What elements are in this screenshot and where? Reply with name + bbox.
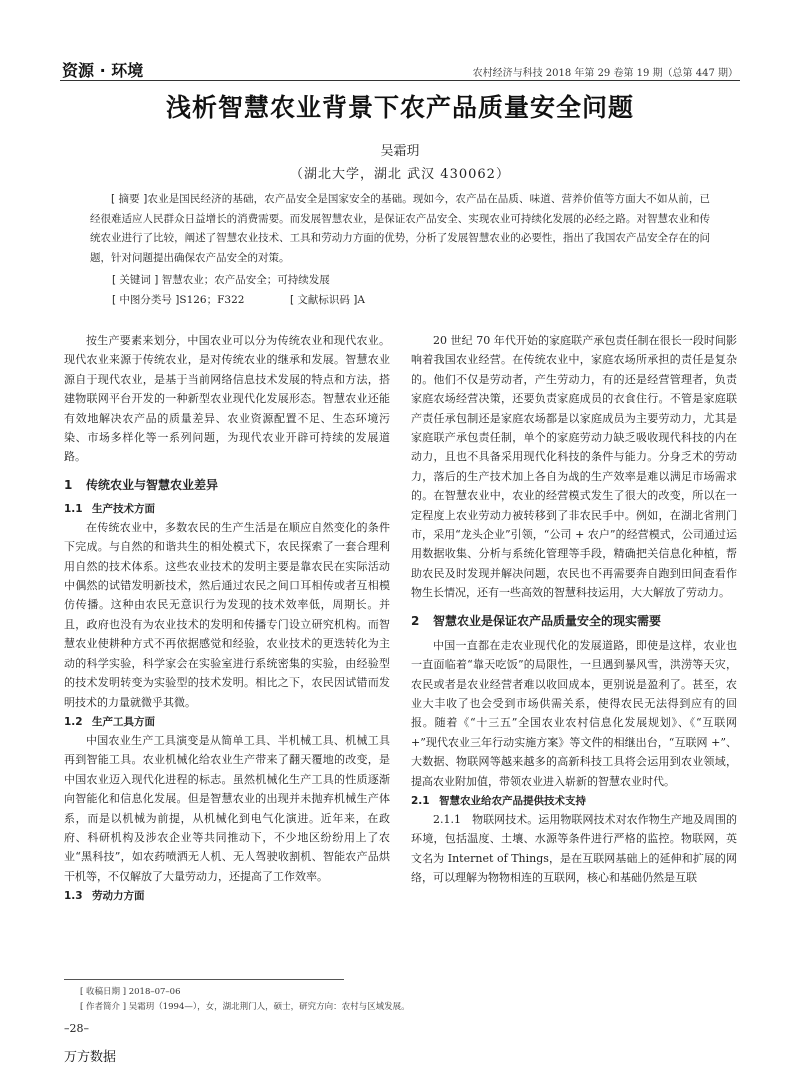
classification-label: [ 中图分类号 ] xyxy=(112,294,180,306)
subsection-title: 生产工具方面 xyxy=(92,715,155,728)
classification xyxy=(112,292,244,307)
subsection-heading-1-3 xyxy=(64,887,390,905)
section-number: 2 xyxy=(411,613,420,628)
header-divider xyxy=(60,80,740,81)
abstract-text: 农业是国民经济的基础，农产品安全是国家安全的基础。现如今，农产品在品质、味道、营养价值等方面大不如从前，已经很难适应人民群众日益增长的消费需要。而发展智慧农业，是保证农产品安全、实现农业可持续化发展的必经之路。对智慧农业和传统农业进行了比较，阐述了智慧农业技术、工具和劳动力方面的优势，分析了发展智慧农业的必要性，指出了我国农产品安全存在的问题，针对问题提出确保农产品安全的对策。 xyxy=(90,193,711,264)
section-heading-2 xyxy=(411,611,737,631)
subsection-heading-2-1 xyxy=(411,792,737,810)
body-paragraph: 20 世纪 70 年代开始的家庭联产承包责任制在很长一段时间影响着我国农业经营。在传统农业中，家庭农场所承担的责任是复杂的。他们不仅是劳动者，产生劳动力，有的还是经营管理者，负责家庭农场经营决策，还要负责家庭成员的衣食住行。不管是家庭联产责任承包制还是家庭农场都是以家庭成员为主要劳动力，尤其是家庭联产承包责任制，单个的家庭劳动力缺乏吸收现代科技的内在动力，且也不具备采用现代化科技的条件与能力。分身乏术的劳动力，落后的生产技术加上各自为战的生产效率是难以满足市场需求的。在智慧农业中，农业的经营模式发生了很大的改变，所以在一定程度上农业劳动力被转移到了非农民手中。例如，在湖北省荆门市，采用“龙头企业”引领，“公司 + 农户”的经营模式，公司通过运用数据收集、分析与系统化管理等手段，精确把关信息化种植，帮助农民及时发现并解决问题，农民也不再需要奔自跑到田间查看作物生长情况，还有一些高效的智慧科技运用，大大解放了劳动力。 xyxy=(411,334,737,600)
subsection-number: 2.1 xyxy=(411,794,430,807)
body-paragraph: 中国一直都在走农业现代化的发展道路，即使是这样，农业也一直面临着“靠天吃饭”的局限性，一旦遇到暴风雪，洪涝等天灾，农民或者是农业经营者难以收回成本，更别说是盈利了。甚至，农业大丰收了也会受到市场供需关系，使得农民无法得到应有的回报。随着《“十三五”全国农业农村信息化发展规划》、《“互联网 +”现代农业三年行动实施方案》等文件的相继出台，“互联网 +”、大数据、物联网等越来越多的高新科技工具将会运用到农业领域，提高农业附加值，带领农业进入崭新的智慧农业时代。 xyxy=(411,638,737,788)
journal-issue-info: 农村经济与科技 2018 年第 29 卷第 19 期（总第 447 期） xyxy=(472,68,738,79)
intro-paragraph: 按生产要素来划分，中国农业可以分为传统农业和现代农业。现代农业来源于传统农业，是对传统农业的继承和发展。智慧农业源自于现代农业，是基于当前网络信息技术发展的特点和方法，搭建物联网平台开发的一种新型农业现代化发展形态。智慧农业还能有效地解决农产品的质量差异、农业资源配置不足、生态环境污染、市场多样化等一系列问题，为现代农业开辟可持续的发展道路。 xyxy=(64,334,390,464)
footnote-author-bio: [ 作者简介 ] 吴霜玥（1994—），女，湖北荆门人，硕士，研究方向：农村与区域发展。 xyxy=(80,1002,410,1012)
document-code xyxy=(290,292,365,307)
keywords-text: 智慧农业；农产品安全；可持续发展 xyxy=(161,274,330,286)
subsection-number: 1.1 xyxy=(64,502,83,515)
classification-code: S126；F322 xyxy=(179,294,245,306)
watermark-text: 万方数据 xyxy=(64,1050,117,1065)
article-author: 吴霜玥 xyxy=(380,144,420,159)
subsection-number: 1.3 xyxy=(64,890,83,903)
footnote-received-date: [ 收稿日期 ] 2018–07–06 xyxy=(80,987,181,997)
subsection-number: 1.2 xyxy=(64,715,83,728)
section-title: 智慧农业是保证农产品质量安全的现实需要 xyxy=(433,613,662,628)
body-paragraph: 在传统农业中，多数农民的生产生活是在顺应自然变化的条件下完成。与自然的和谐共生的相处模式下，农民探索了一套合理利用自然的技术体系。这些农业技术的发明主要是靠农民在实际活动中偶然的试错发明新技术，然后通过农民之间口耳相传或者互相模仿传播。这种由农民无意识行为发现的技术效率低，周期长。并且，政府也没有为农业技术的发明和传播专门设立研究机构。而智慧农业使耕种方式不再依据感觉和经验，农业技术的更迭转化为主动的科学实验，科学家会在实验室进行系统密集的实验，由经验型的技术发明转变为实验型的技术发明。相比之下，农民因试错而发明技术的力量就微乎其微。 xyxy=(64,520,390,709)
page-number: –28– xyxy=(64,1022,89,1035)
body-paragraph: 2.1.1 物联网技术。运用物联网技术对农作物生产地及周围的环境，包括温度、土壤、水源等条件进行严格的监控。物联网，英文名为 Internet of Things，是在互联网基础上的延伸和扩展的网络，可以理解为物物相连的互联网，核心和基础仍然是互联 xyxy=(411,812,737,885)
section-title: 传统农业与智慧农业差异 xyxy=(86,477,219,492)
article-title: 浅析智慧农业背景下农产品质量安全问题 xyxy=(165,93,634,122)
subsection-title: 生产技术方面 xyxy=(92,502,155,515)
subsection-heading-1-2 xyxy=(64,713,390,731)
subsection-title: 劳动力方面 xyxy=(92,890,145,903)
keywords xyxy=(112,272,330,287)
subsection-title: 智慧农业给农产品提供技术支持 xyxy=(439,794,586,807)
footnote-divider xyxy=(64,979,344,980)
author-affiliation: （湖北大学，湖北 武汉 430062） xyxy=(290,167,510,182)
keywords-label: [ 关键词 ] xyxy=(112,274,159,286)
document-code-value: A xyxy=(357,294,365,306)
left-column xyxy=(64,331,390,905)
abstract-label: [ 摘要 ] xyxy=(111,193,148,205)
subsection-heading-1-1 xyxy=(64,500,390,518)
document-code-label: [ 文献标识码 ] xyxy=(290,294,358,306)
right-column xyxy=(411,331,737,888)
journal-section-label: 资源 · 环境 xyxy=(62,61,144,80)
section-heading-1 xyxy=(64,475,390,495)
section-number: 1 xyxy=(64,477,73,492)
abstract xyxy=(90,190,710,268)
body-paragraph: 中国农业生产工具演变是从简单工具、半机械工具、机械工具再到智能工具。农业机械化给农业生产带来了翻天覆地的改变，是中国农业迈入现代化进程的标志。虽然机械化生产工具的性质逐渐向智能化和信息化发展。但是智慧农业的出现并未抛弃机械生产体系，而是以机械为前提，从机械化到电气化演进。近年来，在政府、科研机构及涉农企业等共同推动下，不少地区纷纷用上了农业“黑科技”，如农药喷洒无人机、无人驾驶收割机、智能农产品烘干机等，不仅解放了大量劳动力，还提高了工作效率。 xyxy=(64,733,390,883)
